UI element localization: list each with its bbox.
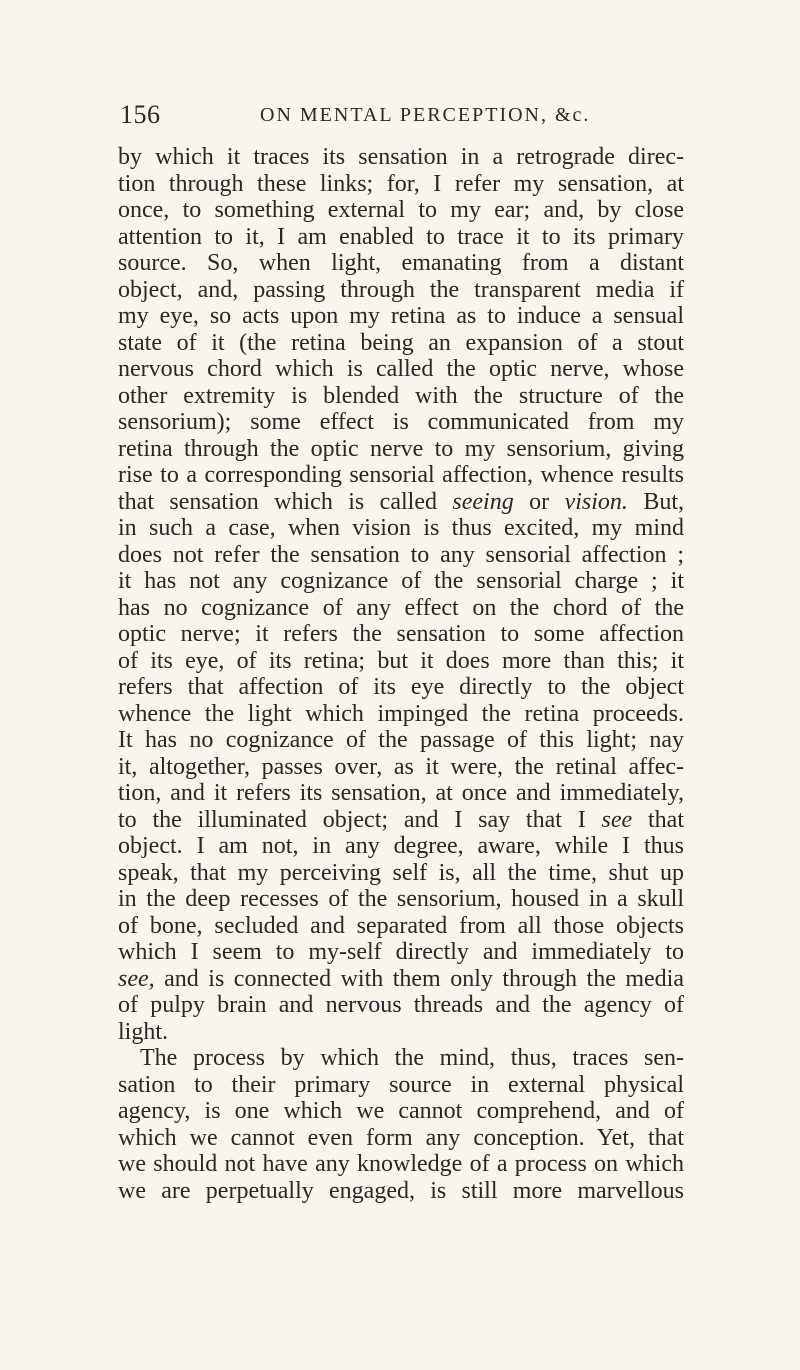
text-line: tion, and it refers its sensation, at once and immediately, [118,780,684,806]
text-line: state of it (the retina being an expansion of a stout [118,329,684,356]
text-line: nervous chord which is called the optic nerve, whose [118,356,684,382]
text-segment: and is connected with them only through the media [164,965,684,992]
text-line: my eye, so acts upon my retina as to induce a sensual [118,303,684,329]
text-line: in the deep recesses of the sensorium, housed in a skull [118,886,684,912]
text-line-with-italics [118,489,684,516]
text-line: retina through the optic nerve to my sensorium, giving [118,435,684,462]
text-line: has no cognizance of any effect on the chord of the [118,594,684,621]
italic-term: see, [118,965,155,992]
text-line: tion through these links; for, I refer my sensation, at [118,170,684,197]
text-line: it has not any cognizance of the sensorial charge ; it [118,568,684,594]
text-line: speak, that my perceiving self is, all the time, shut up [118,859,684,886]
text-line: of its eye, of its retina; but it does more than this; it [118,647,684,674]
paragraph-end-line: light. [118,1018,169,1045]
text-line: we should not have any knowledge of a process on which [118,1151,684,1177]
body-text [118,144,684,1204]
text-line: rise to a corresponding sensorial affection, whence results [118,462,684,488]
italic-term: see [601,806,633,833]
text-line: we are perpetually engaged, is still more marvellous [118,1177,684,1204]
text-line: of bone, secluded and separated from all those objects [118,912,684,939]
text-line: which we cannot even form any conception. Yet, that [118,1124,684,1151]
text-segment: that [648,806,684,833]
text-line: refers that affection of its eye directly to the object [118,674,684,700]
text-line: of pulpy brain and nervous threads and the agency of [118,992,684,1018]
text-line: optic nerve; it refers the sensation to some affection [118,621,684,647]
text-line: by which it traces its sensation in a retrograde direc- [118,144,684,170]
text-line: sation to their primary source in external physical [118,1071,684,1098]
page-number: 156 [120,100,161,129]
page-header [120,100,680,132]
text-line: which I seem to my-self directly and immediately to [118,939,684,965]
text-line: source. So, when light, emanating from a distant [118,250,684,276]
text-line: does not refer the sensation to any sensorial affection ; [118,541,684,568]
text-line: object. I am not, in any degree, aware, while I thus [118,833,684,859]
italic-term: vision. [564,488,628,515]
text-line-with-italics [118,966,684,993]
text-line: it, altogether, passes over, as it were, the retinal affec- [118,753,684,780]
text-line: agency, is one which we cannot comprehend, and of [118,1098,684,1124]
text-line-with-italics [118,807,684,834]
text-line: once, to something external to my ear; and, by close [118,197,684,223]
text-line: object, and, passing through the transparent media if [118,276,684,303]
text-line: attention to it, I am enabled to trace it to its primary [118,223,684,250]
text-line: whence the light which impinged the retina proceeds. [118,700,684,727]
text-segment: to the illuminated object; and I say that I [118,806,586,833]
text-line: in such a case, when vision is thus excited, my mind [118,515,684,541]
text-segment: that sensation which is called [118,488,437,515]
text-line: sensorium); some effect is communicated from my [118,409,684,435]
paragraph-start-line: The process by which the mind, thus, traces sen- [140,1045,684,1071]
italic-term: seeing [452,488,514,515]
text-line: It has no cognizance of the passage of this light; nay [118,727,684,753]
text-segment: But, [643,488,685,515]
text-segment: or [529,488,550,515]
text-line: other extremity is blended with the structure of the [118,382,684,409]
running-head: ON MENTAL PERCEPTION, &c. [260,104,591,126]
